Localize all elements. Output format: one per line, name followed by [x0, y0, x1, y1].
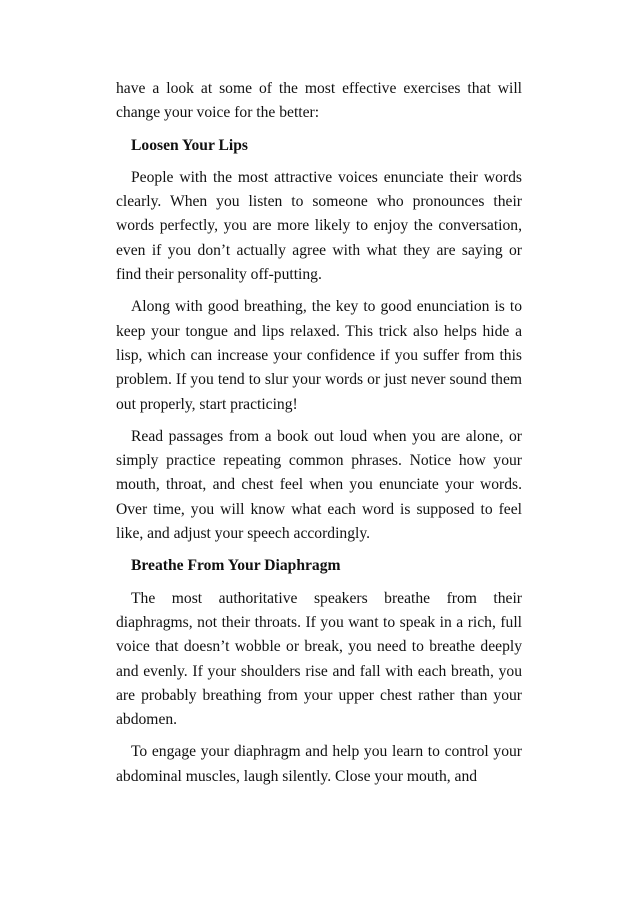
body-paragraph: Read passages from a book out loud when you are alone, or simply practice repeating common phrases. Notice how your mouth, throat, and chest feel when you enunciate your words. Over time, you will know what each word is supposed to feel like, and adjust your speech accordingly. [116, 427, 522, 543]
body-paragraph: To engage your diaphragm and help you learn to control your abdominal muscles, laugh silently. Close your mouth, and [116, 743, 522, 785]
section-heading-breathe-diaphragm: Breathe From Your Diaphragm [131, 557, 341, 575]
intro-paragraph: have a look at some of the most effective exercises that will change your voice for the better: [116, 80, 522, 122]
body-paragraph: The most authoritative speakers breathe from their diaphragms, not their throats. If you want to speak in a rich, full voice that doesn’t wobble or break, you need to breathe deeply and evenly. If your shoulders rise and fall with each breath, you are probably breathing from your upper chest rather than your abdomen. [116, 589, 522, 729]
section-heading-loosen-lips: Loosen Your Lips [131, 136, 248, 154]
document-page [116, 77, 522, 797]
body-paragraph: Along with good breathing, the key to good enunciation is to keep your tongue and lips relaxed. This trick also helps hide a lisp, which can increase your confidence if you suffer from this problem. If you tend to slur your words or just never sound them out properly, start practicing! [116, 298, 522, 413]
body-paragraph: People with the most attractive voices enunciate their words clearly. When you listen to someone who pronounces their words perfectly, you are more likely to enjoy the conversation, even if you don’t actually agree with what they are saying or find their personality off-putting. [116, 168, 522, 284]
